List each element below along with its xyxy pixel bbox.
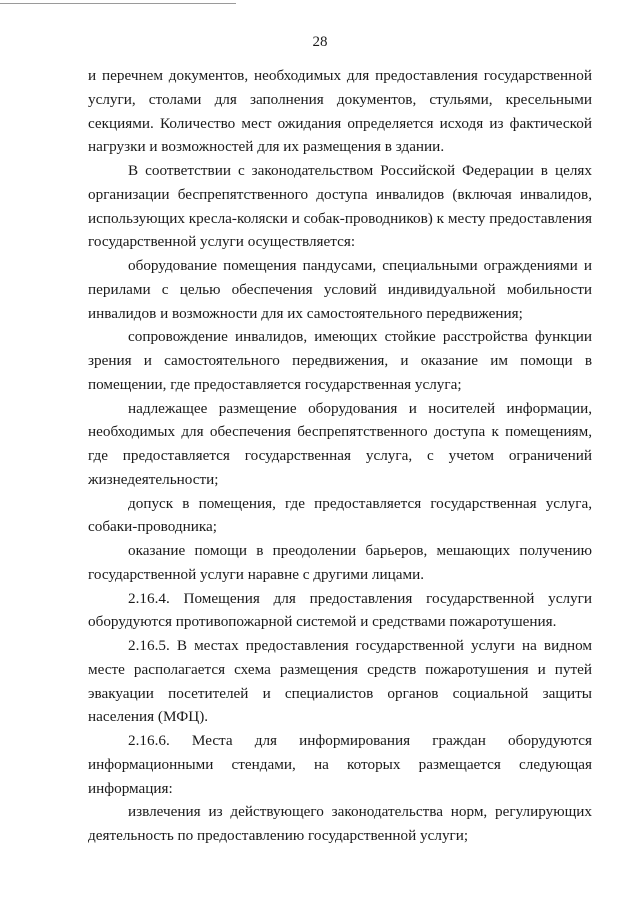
list-item-ramps: оборудование помещения пандусами, специальными ограждениями и перилами с целью обеспечения условий индивидуальной мобильности инвалидов и возможности для их самостоятельного передвижения; — [88, 257, 592, 322]
list-item-escort: сопровождение инвалидов, имеющих стойкие расстройства функции зрения и самостоятельного передвижения, и оказание им помощи в помещении, где предоставляется государственная услуга; — [88, 328, 592, 393]
list-item-guide-dog: допуск в помещения, где предоставляется государственная услуга, собаки-проводника; — [88, 494, 592, 536]
list-item-equipment-placement: надлежащее размещение оборудования и носителей информации, необходимых для обеспечения беспрепятственного доступа к помещениям, где предоставляется государственная услуга, с учетом ограничений жизнедеятельности; — [88, 399, 592, 488]
list-item-legislation-extracts: извлечения из действующего законодательства норм, регулирующих деятельность по предоставлению государственной услуги; — [88, 803, 592, 844]
clause-2-16-4: 2.16.4. Помещения для предоставления государственной услуги оборудуются противопожарной системой и средствами пожаротушения. — [88, 589, 592, 631]
clause-2-16-6: 2.16.6. Места для информирования граждан оборудуются информационными стендами, на которых размещается следующая информация: — [88, 732, 592, 797]
page-number: 28 — [312, 34, 328, 50]
list-item-barrier-help: оказание помощи в преодолении барьеров, мешающих получению государственной услуги наравне с другими лицами. — [88, 542, 592, 583]
clause-2-16-5: 2.16.5. В местах предоставления государственной услуги на видном месте располагается схема размещения средств пожаротушения и путей эвакуации посетителей и специалистов органов социальной защиты населения (МФЦ). — [88, 637, 592, 726]
top-rule — [0, 3, 236, 4]
paragraph-accessibility-intro: В соответствии с законодательством Российской Федерации в целях организации беспрепятственного доступа инвалидов (включая инвалидов, использующих кресла-коляски и собак-проводников) к месту предоставления государственной услуги осуществляется: — [88, 162, 592, 251]
paragraph-continuation: и перечнем документов, необходимых для предоставления государственной услуги, столами для заполнения документов, стульями, кресельными секциями. Количество мест ожидания определяется исходя из фактической нагрузки и возможностей для их размещения в здании. — [88, 67, 592, 156]
body-text — [88, 64, 592, 848]
